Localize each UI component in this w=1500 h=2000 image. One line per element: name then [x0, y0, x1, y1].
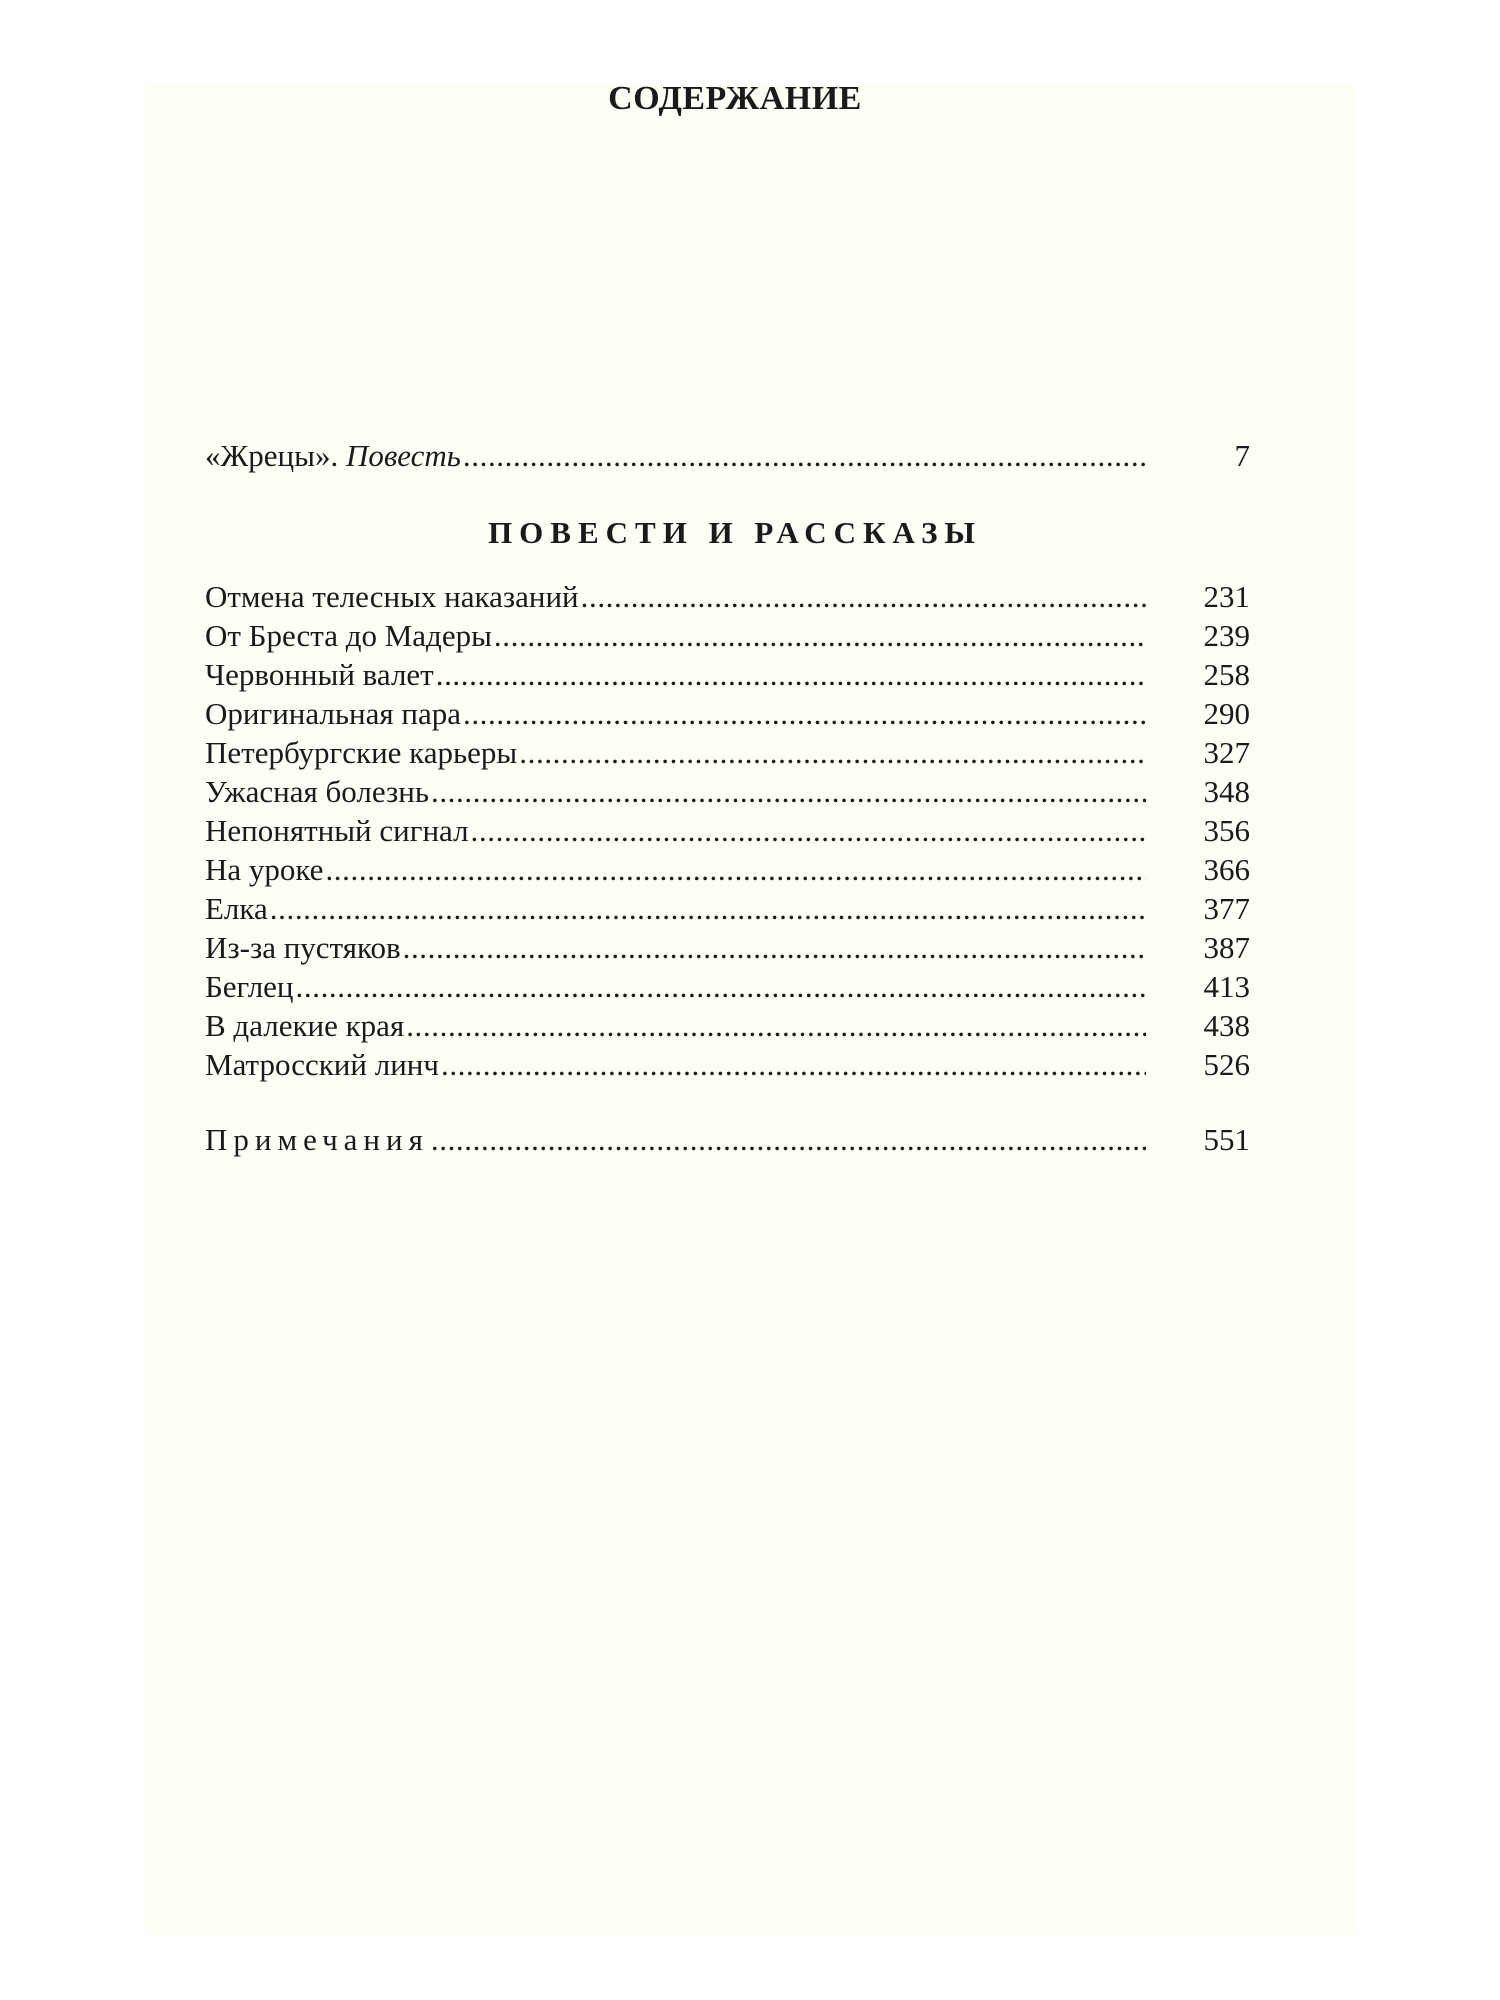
toc-section-list — [205, 577, 1250, 1084]
toc-entry-page: 258 — [1203, 657, 1250, 692]
dot-leader — [403, 928, 1146, 967]
toc-entry-title: Беглец — [205, 969, 294, 1004]
toc-entry-title: Примечания — [205, 1122, 429, 1157]
toc-main-entry — [205, 436, 1250, 475]
toc-entry-title: Матросский линч — [205, 1047, 439, 1082]
toc-row — [205, 1045, 1250, 1084]
toc-entry-page: 239 — [1203, 618, 1250, 653]
toc-row — [205, 889, 1250, 928]
toc-entry-page: 366 — [1203, 852, 1250, 887]
toc-row — [205, 1120, 1250, 1159]
dot-leader — [431, 772, 1146, 811]
toc-entry-title: В далекие края — [205, 1008, 405, 1043]
dot-leader — [436, 655, 1146, 694]
toc-entry-title: На уроке — [205, 852, 324, 887]
toc-entry-page: 7 — [1234, 438, 1250, 473]
toc-entry-page: 377 — [1203, 891, 1250, 926]
dot-leader — [581, 577, 1146, 616]
toc-entry-title: Петербургские карьеры — [205, 735, 518, 770]
toc-entry-title: Непонятный сигнал — [205, 813, 469, 848]
toc-entry-page: 327 — [1203, 735, 1250, 770]
toc-row — [205, 967, 1250, 1006]
toc-entry-title: От Бреста до Мадеры — [205, 618, 492, 653]
dot-leader — [270, 889, 1146, 928]
dot-leader — [494, 616, 1146, 655]
toc-entry-title: Ужасная болезнь — [205, 774, 429, 809]
toc-row — [205, 733, 1250, 772]
page-title: СОДЕРЖАНИЕ — [608, 80, 862, 117]
toc-title-with-leader — [205, 436, 1150, 475]
toc-entry-title: Из-за пустяков — [205, 930, 401, 965]
toc-entry-page: 413 — [1203, 969, 1250, 1004]
toc-entry-title: Червонный валет — [205, 657, 434, 692]
toc-entry-page: 356 — [1203, 813, 1250, 848]
toc-row — [205, 772, 1250, 811]
toc-row — [205, 577, 1250, 616]
toc-notes-entry — [205, 1120, 1250, 1159]
toc-row — [205, 694, 1250, 733]
dot-leader — [431, 1120, 1146, 1159]
toc-entry-page: 526 — [1203, 1047, 1250, 1082]
dot-leader — [471, 811, 1146, 850]
toc-entry-page: 438 — [1203, 1008, 1250, 1043]
dot-leader — [463, 436, 1146, 475]
dot-leader — [463, 694, 1146, 733]
toc-entry-page: 231 — [1203, 579, 1250, 614]
toc-row — [205, 850, 1250, 889]
toc-entry-page: 387 — [1203, 930, 1250, 965]
toc-row — [205, 655, 1250, 694]
toc-row — [205, 1006, 1250, 1045]
toc-entry-title: «Жрецы». Повесть — [205, 438, 461, 473]
toc-entry-page: 348 — [1203, 774, 1250, 809]
dot-leader — [325, 850, 1146, 889]
toc-row — [205, 811, 1250, 850]
toc-row — [205, 928, 1250, 967]
toc-entry-page: 551 — [1203, 1122, 1250, 1157]
section-heading: ПОВЕСТИ И РАССКАЗЫ — [488, 515, 982, 550]
dot-leader — [519, 733, 1146, 772]
toc-row — [205, 616, 1250, 655]
dot-leader — [406, 1006, 1146, 1045]
toc-entry-page: 290 — [1203, 696, 1250, 731]
toc-entry-title: Оригинальная пара — [205, 696, 461, 731]
toc-entry-title: Елка — [205, 891, 268, 926]
toc-row — [205, 436, 1250, 475]
dot-leader — [296, 967, 1146, 1006]
toc-entry-title: Отмена телесных наказаний — [205, 579, 579, 614]
dot-leader — [441, 1045, 1146, 1084]
